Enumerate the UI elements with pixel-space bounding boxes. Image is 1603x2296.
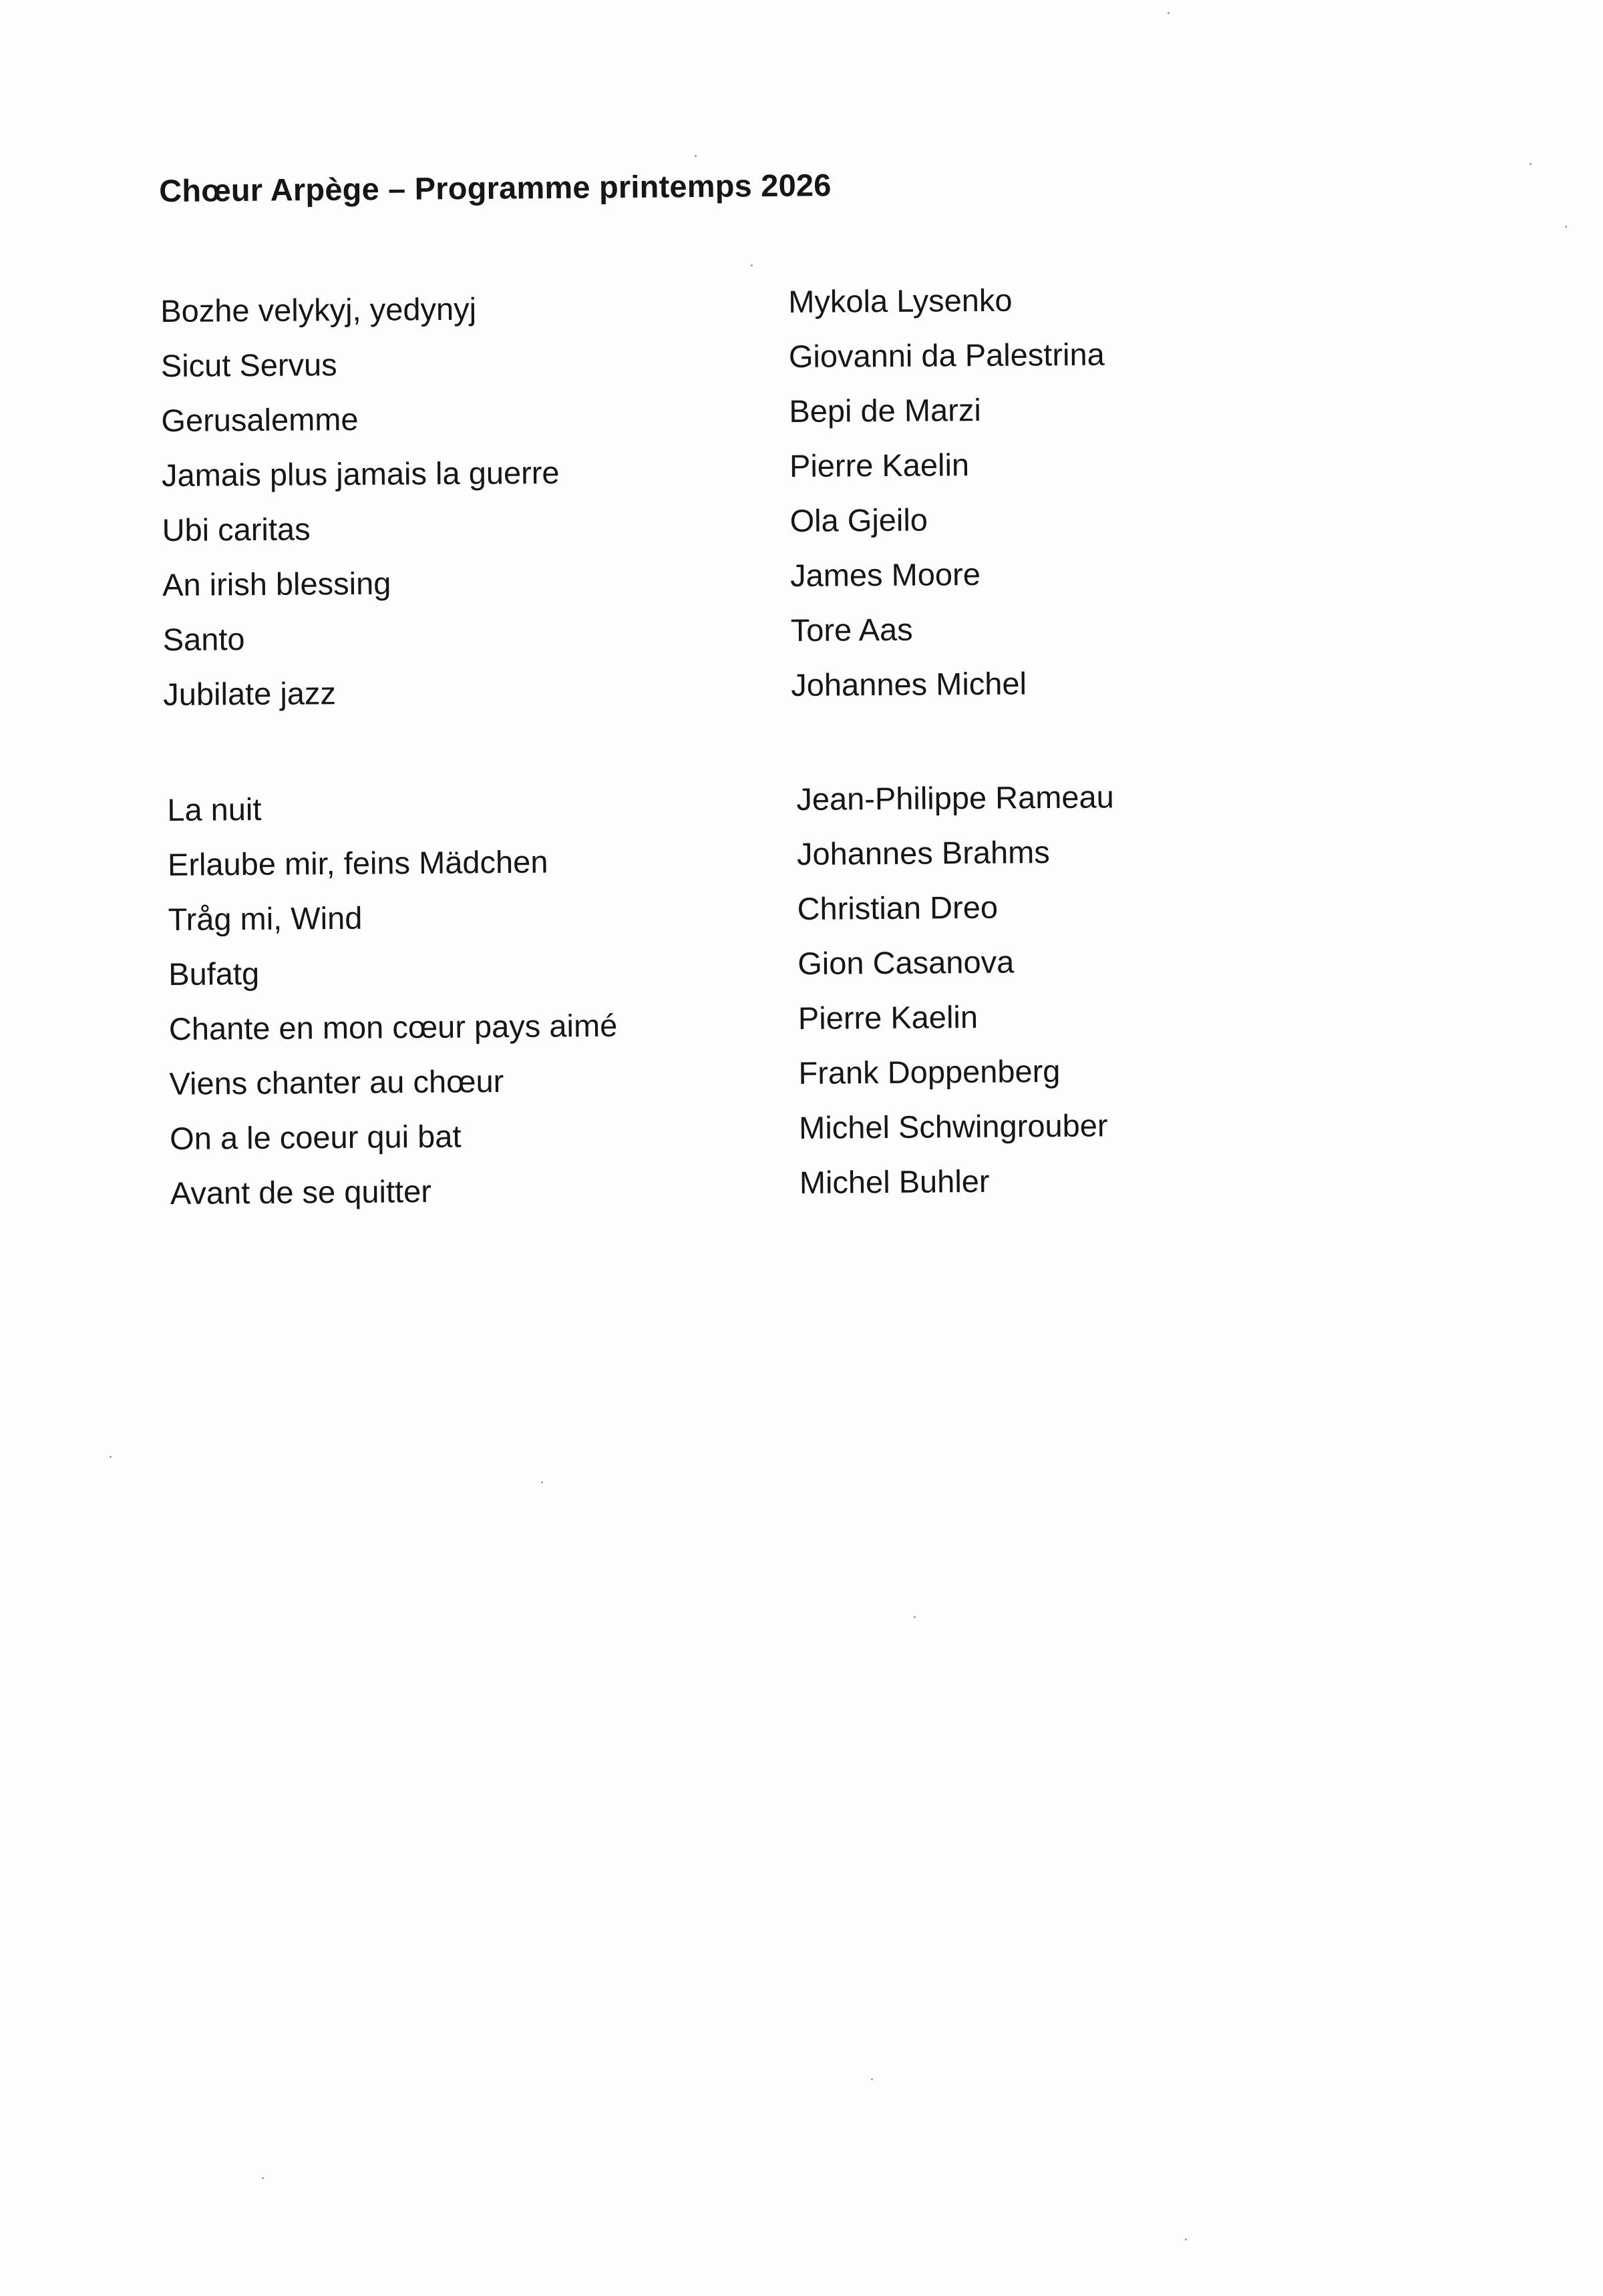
- composer-name: Frank Doppenberg: [798, 1053, 1061, 1091]
- composer-name: Tore Aas: [790, 611, 913, 648]
- scan-speck: [541, 1481, 543, 1483]
- work-title: On a le coeur qui bat: [169, 1118, 462, 1156]
- scan-speck: [262, 2177, 264, 2179]
- composer-name: Pierre Kaelin: [789, 447, 970, 484]
- scan-speck: [1565, 226, 1567, 228]
- composer-name: Ola Gjeilo: [789, 502, 928, 538]
- work-title: Bozhe velykyj, yedynyj: [160, 291, 477, 329]
- scan-speck: [110, 1456, 112, 1458]
- composer-name: Mykola Lysenko: [788, 282, 1013, 319]
- work-title: Sicut Servus: [160, 347, 337, 383]
- composer-name: James Moore: [789, 556, 981, 593]
- scan-speck: [914, 1616, 916, 1618]
- scan-speck: [1168, 12, 1170, 14]
- work-title: Jubilate jazz: [163, 675, 337, 712]
- work-title: La nuit: [167, 791, 262, 827]
- work-title: Tråg mi, Wind: [168, 900, 363, 937]
- work-title: Viens chanter au chœur: [169, 1063, 504, 1101]
- work-title: Gerusalemme: [161, 401, 359, 438]
- composer-name: Jean-Philippe Rameau: [796, 779, 1115, 817]
- scan-speck: [1185, 2239, 1187, 2241]
- composers-list: [788, 272, 1107, 713]
- composer-name: Michel Schwingrouber: [798, 1107, 1108, 1145]
- page-title: Chœur Arpège – Programme printemps 2026: [159, 167, 832, 208]
- works-list: [167, 779, 618, 1221]
- work-title: Jamais plus jamais la guerre: [161, 454, 560, 493]
- work-title: Erlaube mir, feins Mädchen: [167, 843, 548, 882]
- composer-name: Bepi de Marzi: [789, 391, 981, 429]
- composer-name: Johannes Brahms: [796, 834, 1050, 872]
- work-title: Ubi caritas: [162, 511, 311, 548]
- work-title: An irish blessing: [162, 565, 391, 602]
- scan-speck: [695, 155, 697, 157]
- work-title: Avant de se quitter: [170, 1173, 432, 1211]
- composer-name: Christian Dreo: [797, 889, 999, 926]
- scan-speck: [871, 2078, 873, 2080]
- work-title: Chante en mon cœur pays aimé: [168, 1007, 618, 1046]
- composer-name: Giovanni da Palestrina: [788, 336, 1105, 374]
- composers-list: [796, 769, 1117, 1210]
- work-title: Bufatg: [168, 955, 260, 992]
- composer-name: Pierre Kaelin: [797, 998, 978, 1036]
- scan-speck: [751, 264, 753, 266]
- composer-name: Johannes Michel: [791, 665, 1027, 703]
- composer-name: Gion Casanova: [797, 944, 1015, 981]
- works-list: [160, 281, 561, 722]
- scan-speck: [1530, 163, 1532, 165]
- work-title: Santo: [162, 621, 245, 657]
- composer-name: Michel Buhler: [799, 1163, 990, 1200]
